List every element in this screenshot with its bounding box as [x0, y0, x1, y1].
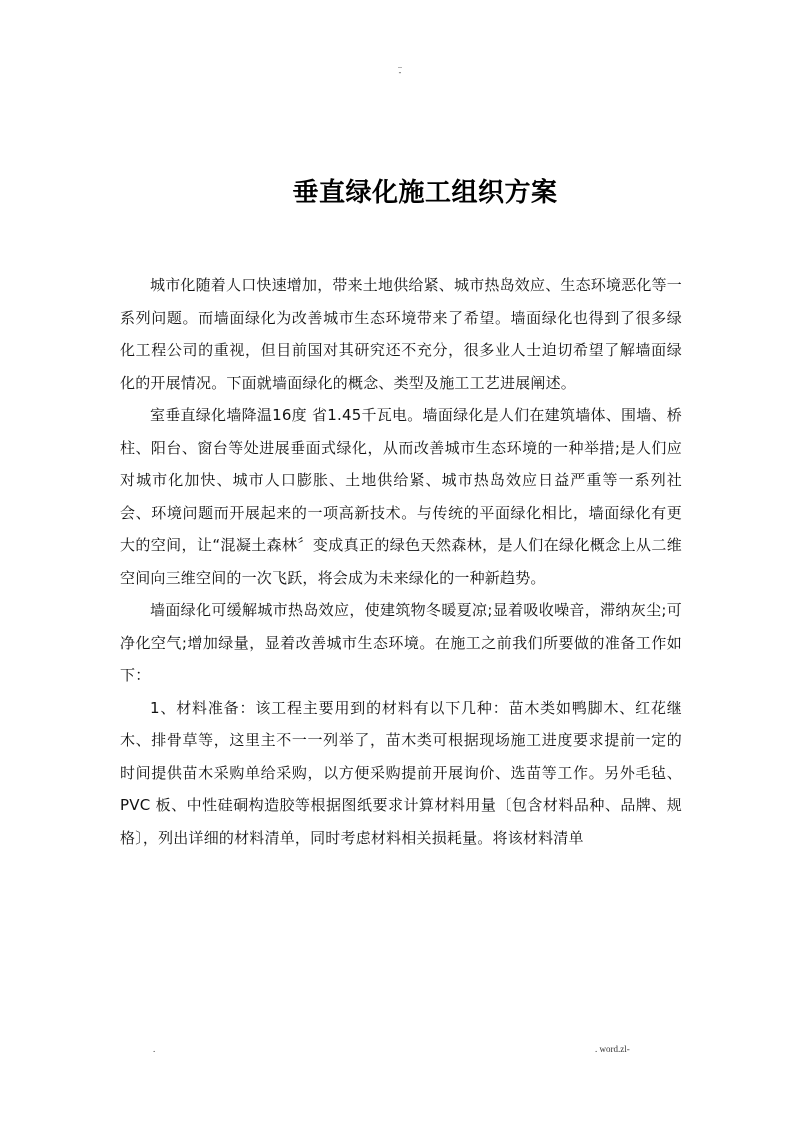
footer-left-mark: . — [153, 1044, 156, 1054]
document-body — [120, 269, 682, 854]
paragraph-benefits: 室垂直绿化墙降温16度 省1.45千瓦电。墙面绿化是人们在建筑墙体、围墙、桥柱、阳台、窗台等处进展垂面式绿化，从而改善城市生态环境的一种举措;是人们应对城市化加快、城市人口膨胀、土地供给紧、城市热岛效应日益严重等一系列社会、环境问题而开展起来的一项高新技术。与传统的平面绿化相比，墙面绿化有更大的空间，让“混凝土森林〞变成真正的绿色天然森林，是人们在绿化概念上从二维空间向三维空间的一次飞跃，将会成为未来绿化的一种新趋势。 — [120, 406, 682, 587]
footer-watermark: . word.zl- — [595, 1044, 630, 1054]
paragraph-preparation: 墙面绿化可缓解城市热岛效应，使建筑物冬暖夏凉;显着吸收噪音，滞纳灰尘;可净化空气;增加绿量，显着改善城市生态环境。在施工之前我们所要做的准备工作如下： — [120, 601, 682, 684]
header-mark — [380, 62, 420, 76]
header-mark-top: .. — [398, 61, 402, 70]
header-mark-bottom: - — [398, 68, 402, 77]
paragraph-intro: 城市化随着人口快速增加，带来土地供给紧、城市热岛效应、生态环境恶化等一系列问题。而墙面绿化为改善城市生态环境带来了希望。墙面绿化也得到了很多绿化工程公司的重视，但目前国对其研究还不充分，很多业人士迫切希望了解墙面绿化的开展情况。下面就墙面绿化的概念、类型及施工工艺进展阐述。 — [120, 276, 683, 392]
paragraph-materials: 1、材料准备：该工程主要用到的材料有以下几种：苗木类如鸭脚木、红花继木、排骨草等，这里主不一一列举了，苗木类可根据现场施工进度要求提前一定的时间提供苗木采购单给采购，以方便采购提前开展询价、选苗等工作。另外毛毡、PVC 板、中性硅硐构造胶等根据图纸要求计算材料用量〔包含材料品种、品牌、规格〕，列出详细的材料清单，同时考虑材料相关损耗量。将该材料清单 — [120, 698, 682, 847]
document-title: 垂直绿化施工组织方案 — [292, 178, 558, 208]
